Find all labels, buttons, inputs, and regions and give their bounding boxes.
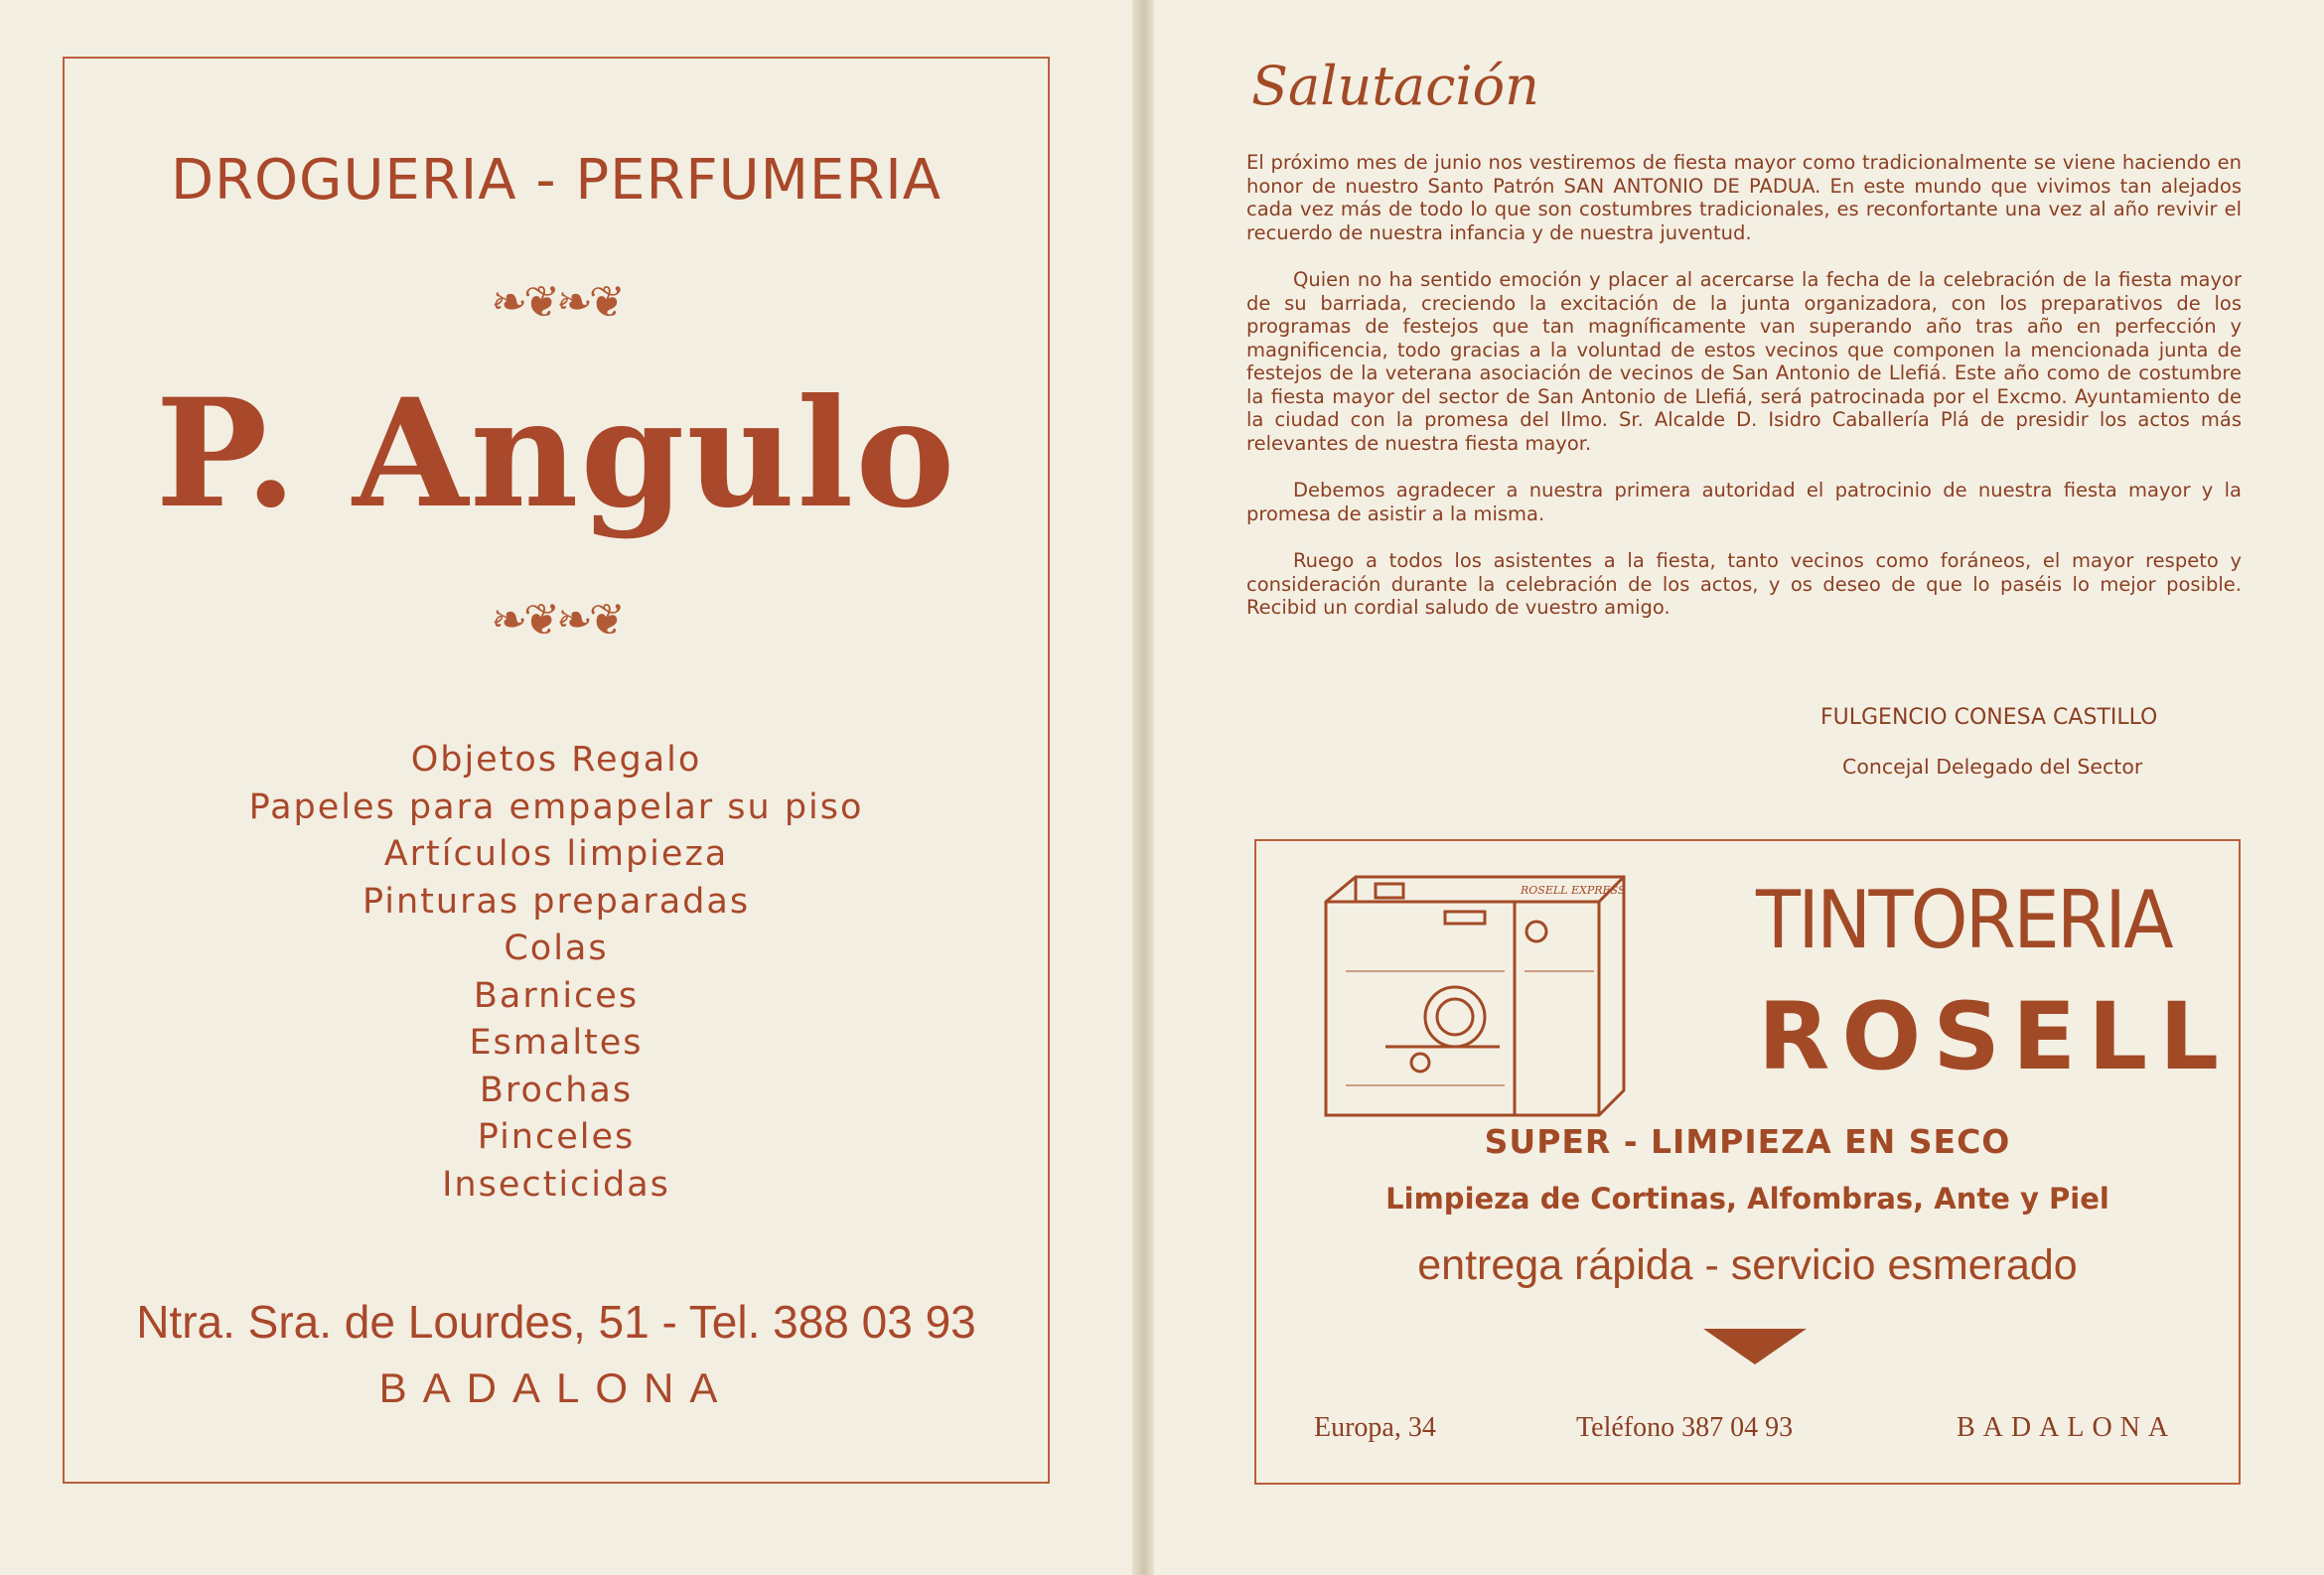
ad-city: BADALONA <box>1957 1412 2177 1443</box>
list-item: Esmaltes <box>469 1023 644 1063</box>
product-list <box>65 737 1048 1209</box>
list-item: Objetos Regalo <box>410 740 702 780</box>
list-item: Brochas <box>479 1070 634 1110</box>
floral-ornament-icon: ❧❦❧❦ <box>491 595 622 645</box>
left-ad-frame <box>63 57 1050 1484</box>
business-name-line2: ROSELL <box>1758 983 2231 1091</box>
slogan-services: Limpieza de Cortinas, Alfombras, Ante y Piel <box>1385 1182 2109 1216</box>
slogan-main: SUPER - LIMPIEZA EN SECO <box>1484 1122 2011 1161</box>
signer-name: FULGENCIO CONESA CASTILLO <box>1820 705 2158 730</box>
list-item: Barnices <box>473 975 640 1016</box>
letter-body <box>1246 151 2242 644</box>
slogan-delivery: entrega rápida - servicio esmerado <box>1417 1241 2078 1289</box>
machine-label: ROSELL EXPRESS <box>1521 884 1626 897</box>
list-item: Artículos limpieza <box>383 834 729 874</box>
letter-paragraph: El próximo mes de junio nos vestiremos de fiesta mayor como tradicionalmente se viene haciendo en honor de nuestro Santo Patrón SAN ANTONIO DE PADUA. En este mundo que vivimos tan alejados cada vez más de todo lo que son costumbres tradicionales, es reconfortante una vez al año revivir el recuerdo de nuestra infancia y de nuestra juventud. <box>1246 151 2242 244</box>
list-item: Colas <box>504 929 609 968</box>
ad-city: BADALONA <box>378 1364 734 1411</box>
floral-ornament-icon: ❧❦❧❦ <box>491 277 622 328</box>
list-item: Insecticidas <box>442 1164 670 1205</box>
ad-address: Europa, 34 <box>1314 1412 1436 1443</box>
page-title: Salutación <box>1251 55 1539 117</box>
list-item: Papeles para empapelar su piso <box>248 787 864 827</box>
brand-name: P. Angulo <box>155 366 957 541</box>
dry-cleaning-machine-icon <box>1316 872 1634 1122</box>
letter-paragraph: Ruego a todos los asistentes a la fiesta, tanto vecinos como foráneos, el mayor respeto y consideración durante la celebración de los actos, y os deseo de que lo paséis lo mejor posible. Recibid un cordial saludo de vuestro amigo. <box>1246 549 2242 619</box>
down-arrow-icon <box>1703 1329 1807 1364</box>
letter-paragraph: Debemos agradecer a nuestra primera autoridad el patrocinio de nuestra fiesta mayor y la promesa de asistir a la misma. <box>1246 479 2242 525</box>
list-item: Pinceles <box>477 1117 636 1157</box>
list-item: Pinturas preparadas <box>362 881 751 922</box>
book-gutter <box>1132 0 1154 1575</box>
ad-phone: Teléfono 387 04 93 <box>1576 1412 1794 1443</box>
ad-heading: DROGUERIA - PERFUMERIA <box>170 148 943 213</box>
ad-address: Ntra. Sra. de Lourdes, 51 - Tel. 388 03 93 <box>136 1296 976 1348</box>
letter-paragraph: Quien no ha sentido emoción y placer al acercarse la fecha de la celebración de la fiesta mayor de su barriada, creciendo la excitación de la junta organizadora, con los preparativos de los programas de festejos que tan magníficamente van superando año tras año en perfección y magnificencia, todo gracias a la voluntad de estos vecinos que componen la mencionada junta de festejos de la veterana asociación de vecinos de San Antonio de Llefiá. Este año como de costumbre la fiesta mayor del sector de San Antonio de Llefiá, será patrocinada por el Excmo. Ayuntamiento de la ciudad con la promesa del Ilmo. Sr. Alcalde D. Isidro Caballería Plá de presidir los actos más relevantes de nuestra fiesta mayor. <box>1246 268 2242 455</box>
business-name-line1: TINTORERIA <box>1756 874 2171 966</box>
signer-role: Concejal Delegado del Sector <box>1842 755 2143 779</box>
